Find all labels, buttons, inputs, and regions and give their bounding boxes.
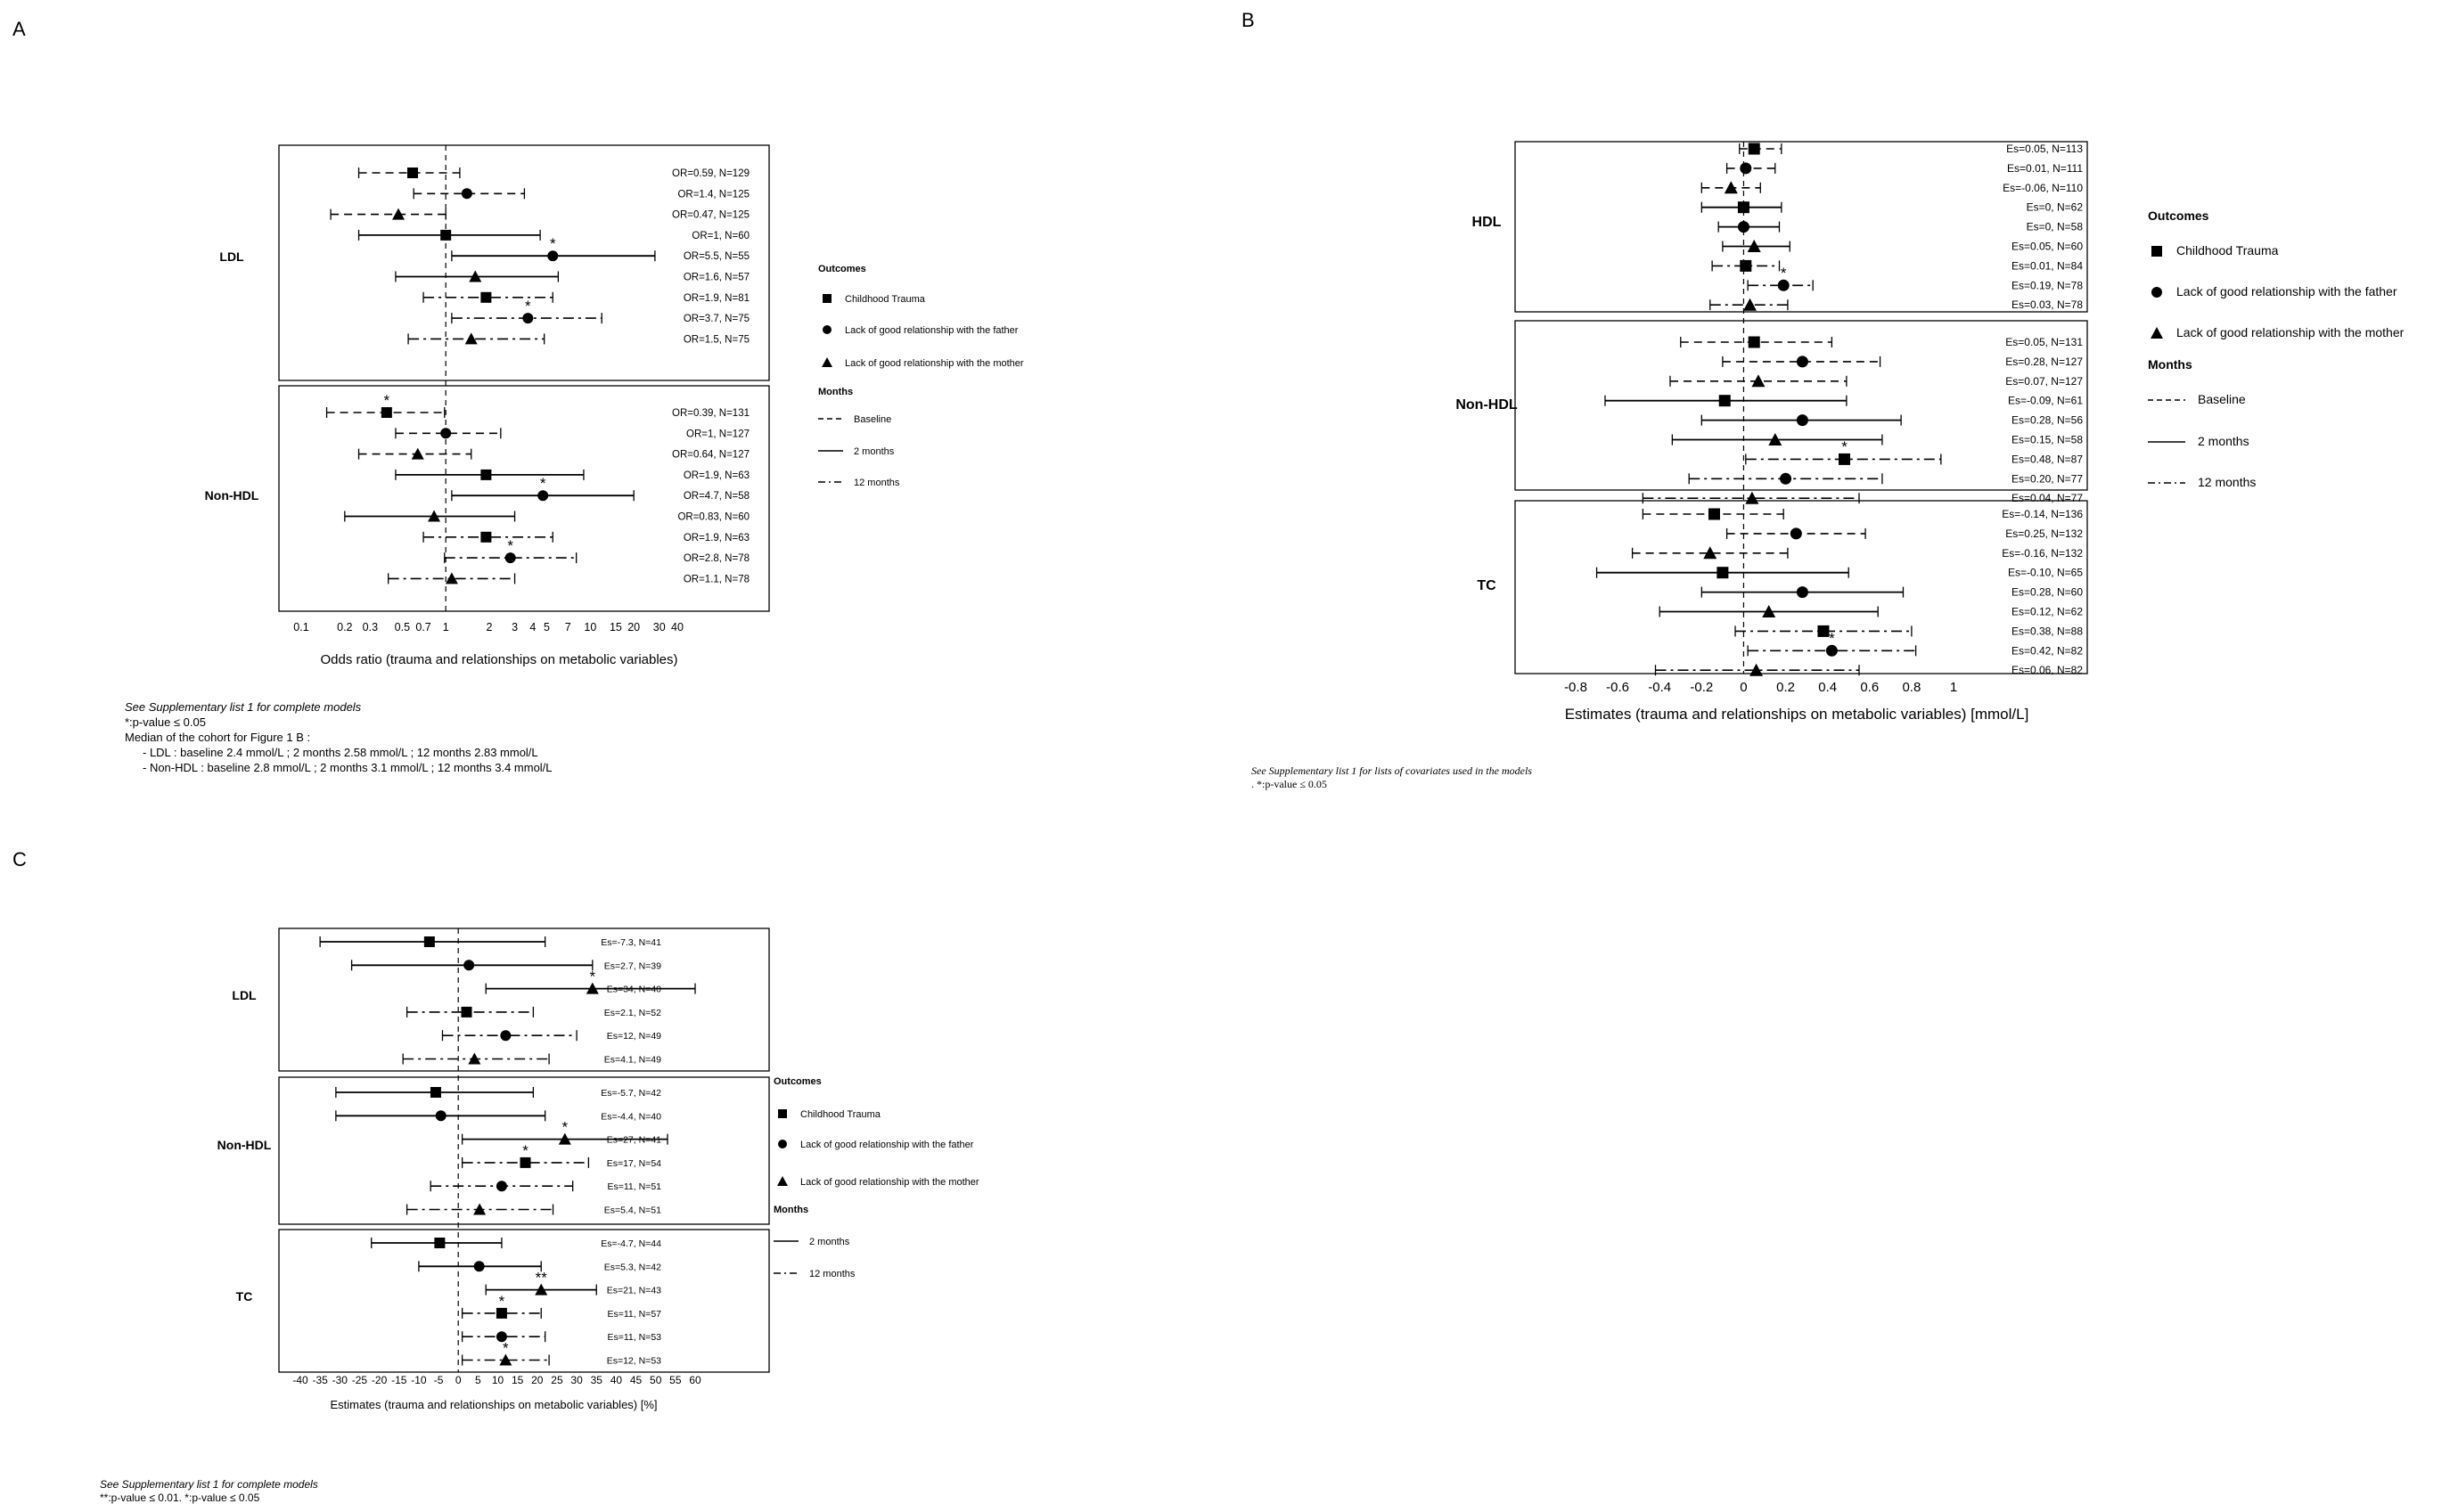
- point-circle: [1797, 356, 1808, 367]
- legend-circle-icon: [778, 1140, 787, 1148]
- note-a-1: See Supplementary list 1 for complete models: [125, 700, 362, 714]
- significance-mark: *: [1780, 264, 1787, 282]
- group-box: [1515, 321, 2087, 490]
- point-circle: [436, 1110, 447, 1121]
- tick-label: 0: [455, 1374, 462, 1386]
- point-square: [1740, 260, 1751, 272]
- legend-months-title: Months: [2148, 357, 2192, 372]
- legend-outcomes-title: Outcomes: [774, 1076, 822, 1087]
- estimate-label: Es=0.05, N=113: [2006, 143, 2083, 155]
- legend-month-label: 12 months: [2198, 475, 2257, 489]
- estimate-label: Es=11, N=57: [607, 1308, 661, 1320]
- group-label: LDL: [232, 988, 257, 1002]
- panel-letter: C: [12, 848, 27, 870]
- estimate-label: Es=0, N=62: [2026, 200, 2083, 214]
- panel-letter: A: [12, 18, 26, 40]
- panel-A: [12, 18, 1024, 667]
- point-circle: [474, 1261, 485, 1271]
- x-axis-label: Estimates (trauma and relationships on metabolic variables) [%]: [330, 1398, 658, 1411]
- estimate-label: Es=2.1, N=52: [603, 1007, 661, 1018]
- tick-label: -25: [351, 1374, 368, 1386]
- significance-mark: *: [549, 235, 556, 253]
- tick-label: 35: [590, 1374, 602, 1386]
- note-a-2: *:p-value ≤ 0.05: [125, 715, 206, 729]
- legend-month-label: Baseline: [2198, 392, 2246, 406]
- tick-label: 0.3: [362, 621, 379, 633]
- legend-outcome-label: Lack of good relationship with the father: [845, 325, 1019, 336]
- legend-month-label: 2 months: [809, 1237, 850, 1247]
- estimate-label: Es=-4.4, N=40: [601, 1111, 661, 1123]
- tick-label: 15: [511, 1374, 524, 1386]
- tick-label: -0.2: [1690, 680, 1714, 695]
- notes-b: [1251, 764, 1532, 791]
- point-square: [480, 470, 491, 480]
- estimate-label: OR=0.83, N=60: [677, 511, 750, 523]
- tick-label: 45: [629, 1374, 643, 1386]
- estimate-label: OR=1, N=60: [692, 230, 750, 241]
- tick-label: 20: [627, 621, 641, 633]
- tick-label: 60: [689, 1374, 701, 1386]
- estimate-label: OR=5.5, N=55: [683, 251, 750, 263]
- tick-label: -0.8: [1564, 680, 1587, 695]
- legend-outcome-label: Lack of good relationship with the father: [800, 1140, 974, 1150]
- estimate-label: OR=4.7, N=58: [683, 491, 750, 503]
- estimate-label: OR=2.8, N=78: [683, 553, 750, 565]
- note-b-1: See Supplementary list 1 for lists of covariates used in the models: [1251, 764, 1532, 777]
- tick-label: -40: [292, 1374, 308, 1386]
- group-label: HDL: [1471, 215, 1502, 230]
- point-square: [424, 936, 435, 947]
- point-circle: [500, 1030, 511, 1041]
- tick-label: 40: [610, 1374, 623, 1386]
- tick-label: 1: [1949, 680, 1958, 695]
- legend-month-label: 12 months: [809, 1269, 856, 1279]
- tick-label: 0.7: [415, 621, 431, 633]
- note-b-2: . *:p-value ≤ 0.05: [1251, 778, 1327, 790]
- group-label: LDL: [219, 249, 244, 264]
- point-circle: [1797, 586, 1808, 598]
- estimate-label: Es=0.28, N=56: [2011, 413, 2083, 427]
- legend-square-icon: [823, 294, 832, 303]
- significance-mark: *: [539, 475, 546, 493]
- group-box: [1515, 142, 2087, 312]
- note-a-5: - Non-HDL : baseline 2.8 mmol/L ; 2 months 3.1 mmol/L ; 12 months 3.4 mmol/L: [143, 761, 553, 774]
- estimate-label: Es=0.15, N=58: [2011, 433, 2083, 446]
- legend-outcome-label: Childhood Trauma: [2176, 243, 2279, 257]
- x-axis-label: Estimates (trauma and relationships on metabolic variables) [mmol/L]: [1564, 706, 2029, 723]
- group-box: [279, 928, 769, 1071]
- significance-mark: *: [522, 1141, 528, 1159]
- estimate-label: Es=12, N=53: [606, 1355, 661, 1367]
- tick-label: -30: [332, 1374, 348, 1386]
- point-circle: [1790, 527, 1802, 539]
- significance-mark: *: [525, 298, 531, 315]
- tick-label: 0.8: [1902, 680, 1921, 695]
- point-square: [1717, 567, 1728, 578]
- group-label: Non-HDL: [217, 1138, 272, 1152]
- significance-mark: *: [1841, 437, 1848, 455]
- legend-outcome-label: Childhood Trauma: [845, 294, 925, 305]
- point-circle: [440, 428, 451, 438]
- point-circle: [496, 1181, 507, 1191]
- estimate-label: Es=0.28, N=127: [2005, 355, 2083, 368]
- point-square: [407, 168, 418, 178]
- legend-month-label: 2 months: [2198, 434, 2249, 448]
- legend-month-label: 12 months: [854, 478, 900, 488]
- estimate-label: Es=0.48, N=87: [2011, 453, 2083, 466]
- point-circle: [1738, 221, 1749, 233]
- estimate-label: Es=0.01, N=111: [2007, 161, 2083, 175]
- tick-label: 55: [669, 1374, 682, 1386]
- legend-triangle-icon: [2151, 327, 2163, 339]
- tick-label: 0.5: [394, 621, 411, 633]
- tick-label: 10: [491, 1374, 504, 1386]
- legend-month-label: Baseline: [854, 414, 892, 425]
- estimate-label: Es=0.05, N=60: [2011, 240, 2083, 253]
- legend-months-title: Months: [774, 1205, 809, 1215]
- estimate-label: Es=11, N=51: [607, 1181, 661, 1193]
- legend-outcome-label: Lack of good relationship with the mother: [845, 358, 1024, 369]
- tick-label: 0.6: [1860, 680, 1880, 695]
- tick-label: 0.1: [293, 621, 309, 633]
- estimate-label: Es=11, N=53: [607, 1332, 661, 1344]
- point-square: [440, 230, 451, 241]
- significance-mark: *: [503, 1339, 509, 1357]
- estimate-label: Es=0.19, N=78: [2011, 279, 2083, 292]
- group-box: [279, 1230, 769, 1372]
- estimate-label: Es=0.25, N=132: [2005, 527, 2083, 540]
- estimate-label: Es=21, N=43: [606, 1285, 661, 1296]
- estimate-label: Es=0.20, N=77: [2011, 472, 2083, 486]
- tick-label: -15: [391, 1374, 407, 1386]
- significance-mark: *: [498, 1292, 505, 1310]
- notes-a: [125, 699, 553, 775]
- panel-letter: B: [1241, 9, 1255, 31]
- tick-label: -35: [312, 1374, 328, 1386]
- significance-mark: **: [535, 1269, 547, 1287]
- note-c-2: **:p-value ≤ 0.01. *:p-value ≤ 0.05: [100, 1492, 260, 1504]
- tick-label: 25: [551, 1374, 563, 1386]
- x-axis-label: Odds ratio (trauma and relationships on metabolic variables): [320, 652, 678, 667]
- estimate-label: OR=0.64, N=127: [672, 449, 750, 461]
- legend-month-label: 2 months: [854, 446, 895, 457]
- point-circle: [1740, 162, 1751, 174]
- significance-mark: *: [383, 392, 390, 409]
- tick-label: 0.2: [337, 621, 353, 633]
- point-circle: [463, 960, 474, 970]
- group-label: TC: [235, 1289, 253, 1304]
- group-label: Non-HDL: [1455, 397, 1518, 413]
- estimate-label: OR=1.4, N=125: [677, 189, 750, 200]
- estimate-label: Es=27, N=41: [606, 1134, 661, 1146]
- group-label: TC: [1477, 578, 1496, 593]
- legend-circle-icon: [2151, 287, 2162, 298]
- point-square: [1817, 625, 1829, 637]
- point-square: [462, 1007, 472, 1018]
- estimate-label: Es=2.7, N=39: [603, 960, 661, 972]
- estimate-label: Es=34, N=40: [606, 984, 661, 995]
- estimate-label: Es=0.05, N=131: [2005, 336, 2083, 348]
- tick-label: 30: [570, 1374, 583, 1386]
- estimate-label: Es=0, N=58: [2026, 220, 2083, 233]
- estimate-label: OR=1.9, N=81: [683, 292, 750, 304]
- estimate-label: OR=0.47, N=125: [672, 209, 750, 221]
- point-square: [430, 1087, 441, 1098]
- point-circle: [1797, 414, 1808, 426]
- estimate-label: Es=-4.7, N=44: [601, 1238, 661, 1249]
- estimate-label: OR=3.7, N=75: [683, 314, 750, 325]
- tick-label: 3: [512, 621, 519, 633]
- tick-label: 0.4: [1818, 680, 1838, 695]
- estimate-label: Es=0.42, N=82: [2011, 644, 2083, 658]
- group-label: Non-HDL: [204, 488, 259, 503]
- point-square: [1738, 201, 1749, 213]
- legend-outcomes-title: Outcomes: [2148, 208, 2209, 223]
- note-a-3: Median of the cohort for Figure 1 B :: [125, 731, 311, 744]
- point-square: [1719, 395, 1731, 406]
- legend-outcome-label: Childhood Trauma: [800, 1109, 881, 1120]
- significance-mark: *: [561, 1118, 569, 1136]
- point-square: [1749, 337, 1760, 348]
- tick-label: -0.6: [1606, 680, 1630, 695]
- estimate-label: OR=1.9, N=63: [683, 532, 750, 544]
- point-square: [480, 292, 491, 303]
- estimate-label: OR=0.59, N=129: [672, 168, 750, 179]
- legend-triangle-icon: [777, 1176, 788, 1186]
- tick-label: 20: [531, 1374, 544, 1386]
- legend-outcome-label: Lack of good relationship with the mother: [800, 1177, 979, 1188]
- point-square: [1708, 509, 1720, 520]
- legend-square-icon: [2151, 246, 2162, 257]
- estimate-label: Es=-0.09, N=61: [2007, 394, 2083, 407]
- significance-mark: *: [589, 968, 596, 985]
- tick-label: 5: [544, 621, 551, 633]
- significance-mark: *: [507, 537, 514, 555]
- tick-label: 4: [529, 621, 537, 633]
- estimate-label: Es=17, N=54: [606, 1157, 661, 1169]
- point-square: [1749, 143, 1760, 155]
- legend-months-title: Months: [818, 387, 854, 397]
- tick-label: -20: [371, 1374, 388, 1386]
- estimate-label: Es=-0.14, N=136: [2002, 508, 2083, 520]
- tick-label: 0: [1740, 680, 1748, 695]
- estimate-label: Es=0.38, N=88: [2011, 625, 2083, 638]
- notes-c: [100, 1478, 318, 1505]
- tick-label: 7: [564, 621, 571, 633]
- estimate-label: Es=-5.7, N=42: [601, 1088, 661, 1099]
- legend-square-icon: [778, 1109, 787, 1118]
- estimate-label: Es=4.1, N=49: [603, 1054, 661, 1066]
- estimate-label: OR=0.39, N=131: [672, 408, 750, 419]
- point-circle: [462, 188, 472, 199]
- note-c-1: See Supplementary list 1 for complete models: [100, 1478, 318, 1491]
- estimate-label: Es=0.12, N=62: [2011, 605, 2083, 618]
- estimate-label: OR=1.9, N=63: [683, 470, 750, 481]
- note-a-4: - LDL : baseline 2.4 mmol/L ; 2 months 2.58 mmol/L ; 12 months 2.83 mmol/L: [143, 746, 538, 759]
- estimate-label: OR=1.1, N=78: [683, 574, 750, 585]
- legend-circle-icon: [823, 325, 832, 334]
- tick-label: 2: [486, 621, 493, 633]
- tick-label: -5: [433, 1374, 444, 1386]
- panel-B: [1241, 9, 2405, 723]
- estimate-label: Es=12, N=49: [606, 1031, 661, 1042]
- tick-label: 10: [584, 621, 597, 633]
- legend-outcome-label: Lack of good relationship with the mother: [2176, 325, 2405, 339]
- estimate-label: Es=0.28, N=60: [2011, 585, 2083, 599]
- tick-label: 1: [442, 621, 449, 633]
- point-square: [480, 532, 491, 543]
- panel-C: [12, 848, 979, 1411]
- estimate-label: Es=5.4, N=51: [603, 1205, 661, 1216]
- estimate-label: OR=1.5, N=75: [683, 334, 750, 346]
- legend-outcomes-title: Outcomes: [818, 264, 866, 274]
- estimate-label: Es=0.01, N=84: [2011, 259, 2083, 273]
- tick-label: -0.4: [1648, 680, 1672, 695]
- legend-outcome-label: Lack of good relationship with the father: [2176, 284, 2397, 298]
- tick-label: 15: [609, 621, 622, 633]
- estimate-label: Es=0.06, N=82: [2011, 664, 2083, 677]
- significance-mark: *: [1829, 629, 1835, 647]
- estimate-label: Es=-7.3, N=41: [601, 937, 661, 948]
- estimate-label: Es=5.3, N=42: [603, 1262, 661, 1273]
- tick-label: 50: [650, 1374, 662, 1386]
- estimate-label: Es=-0.06, N=110: [2003, 181, 2083, 194]
- estimate-label: Es=0.04, N=77: [2011, 492, 2083, 505]
- estimate-label: Es=0.07, N=127: [2005, 374, 2083, 388]
- estimate-label: Es=0.03, N=78: [2011, 298, 2083, 312]
- point-square: [434, 1238, 445, 1248]
- estimate-label: Es=-0.16, N=132: [2002, 546, 2083, 560]
- estimate-label: OR=1.6, N=57: [683, 272, 750, 283]
- legend-triangle-icon: [822, 357, 832, 367]
- tick-label: 5: [475, 1374, 481, 1386]
- estimate-label: Es=-0.10, N=65: [2007, 566, 2083, 579]
- tick-label: 0.2: [1776, 680, 1795, 695]
- tick-label: -10: [411, 1374, 427, 1386]
- estimate-label: OR=1, N=127: [686, 429, 750, 440]
- point-circle: [1780, 473, 1791, 485]
- tick-label: 30: [652, 621, 666, 633]
- tick-label: 40: [671, 621, 684, 633]
